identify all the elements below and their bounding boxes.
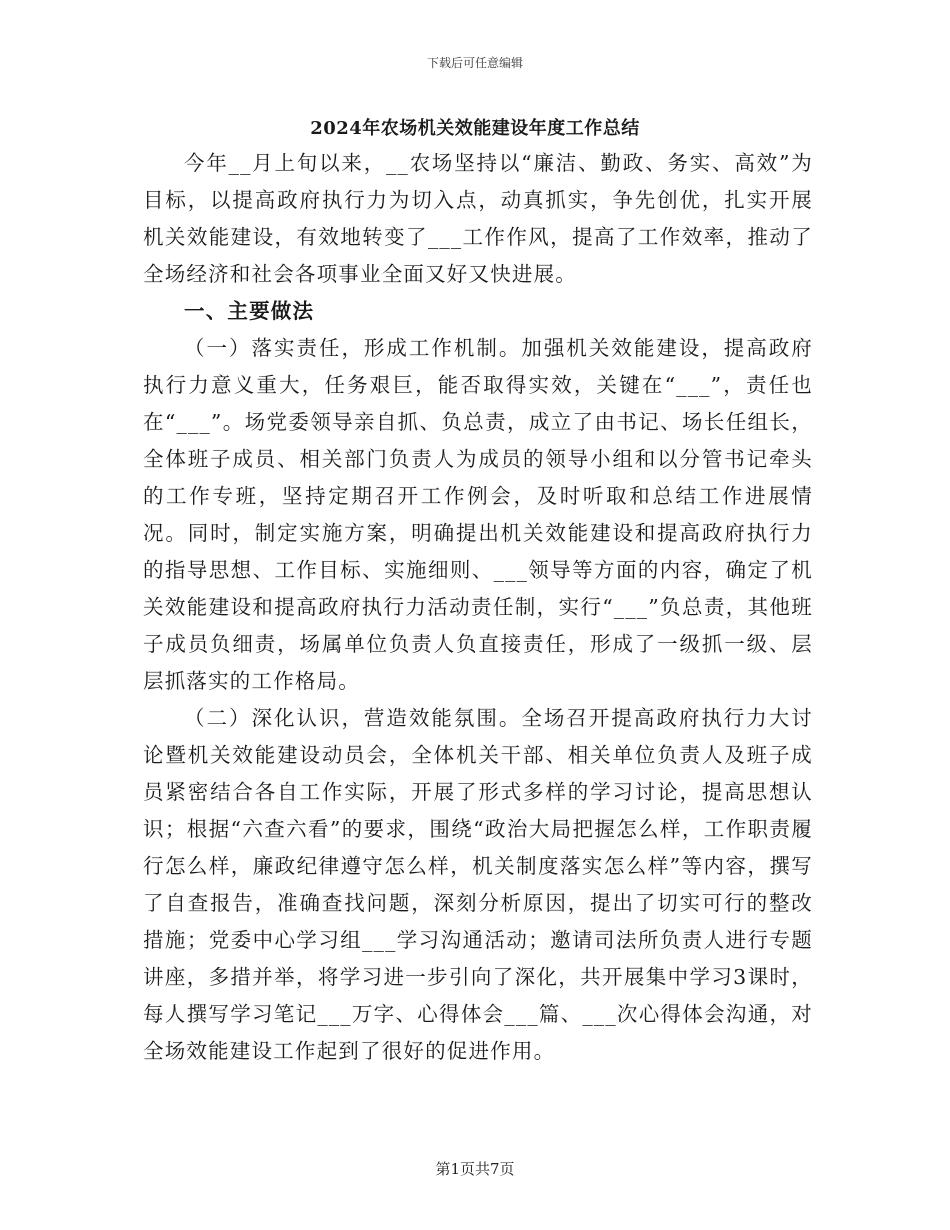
- page-number: 第1页共7页: [435, 1160, 515, 1178]
- paragraph-deepen-understanding: （二）深化认识，营造效能氛围。全场召开提高政府执行力大讨论暨机关效能建设动员会，全体机关干部、相关单位负责人及班子成员紧密结合各自工作实际，开展了形式多样的学习讨论，提高思想认识；根据“六查六看”的要求，围绕“政治大局把握怎么样，工作职责履行怎么样，廉政纪律遵守怎么样，机关制度落实怎么样”等内容，撰写了自查报告，准确查找问题，深刻分析原因，提出了切实可行的整改措施；党委中心学习组___学习沟通活动；邀请司法所负责人进行专题讲座，多措并举，将学习进一步引向了深化，共开展集中学习3课时，每人撰写学习笔记___万字、心得体会___篇、___次心得体会沟通，对全场效能建设工作起到了很好的促进作用。: [143, 706, 813, 1063]
- document-title: 2024年农场机关效能建设年度工作总结: [310, 118, 640, 139]
- section-heading-main-practices: 一、主要做法: [184, 299, 315, 323]
- paragraph-implement-responsibility: （一）落实责任，形成工作机制。加强机关效能建设，提高政府执行力意义重大，任务艰巨，能否取得实效，关键在“___”，责任也在“___”。场党委领导亲自抓、负总责，成立了由书记、场长任组长，全体班子成员、相关部门负责人为成员的领导小组和以分管书记牵头的工作专班，坚持定期召开工作例会，及时听取和总结工作进展情况。同时，制定实施方案，明确提出机关效能建设和提高政府执行力的指导思想、工作目标、实施细则、___领导等方面的内容，确定了机关效能建设和提高政府执行力活动责任制，实行“___”负总责，其他班子成员负细责，场属单位负责人负直接责任，形成了一级抓一级、层层抓落实的工作格局。: [143, 336, 813, 693]
- page-header-note: 下载后可任意编辑: [426, 56, 523, 70]
- intro-paragraph: 今年__月上旬以来，__农场坚持以“廉洁、勤政、务实、高效”为目标，以提高政府执行力为切入点，动真抓实，争先创优，扎实开展机关效能建设，有效地转变了___工作作风，提高了工作效率，推动了全场经济和社会各项事业全面又好又快进展。: [143, 151, 813, 286]
- document-body: [143, 145, 813, 1070]
